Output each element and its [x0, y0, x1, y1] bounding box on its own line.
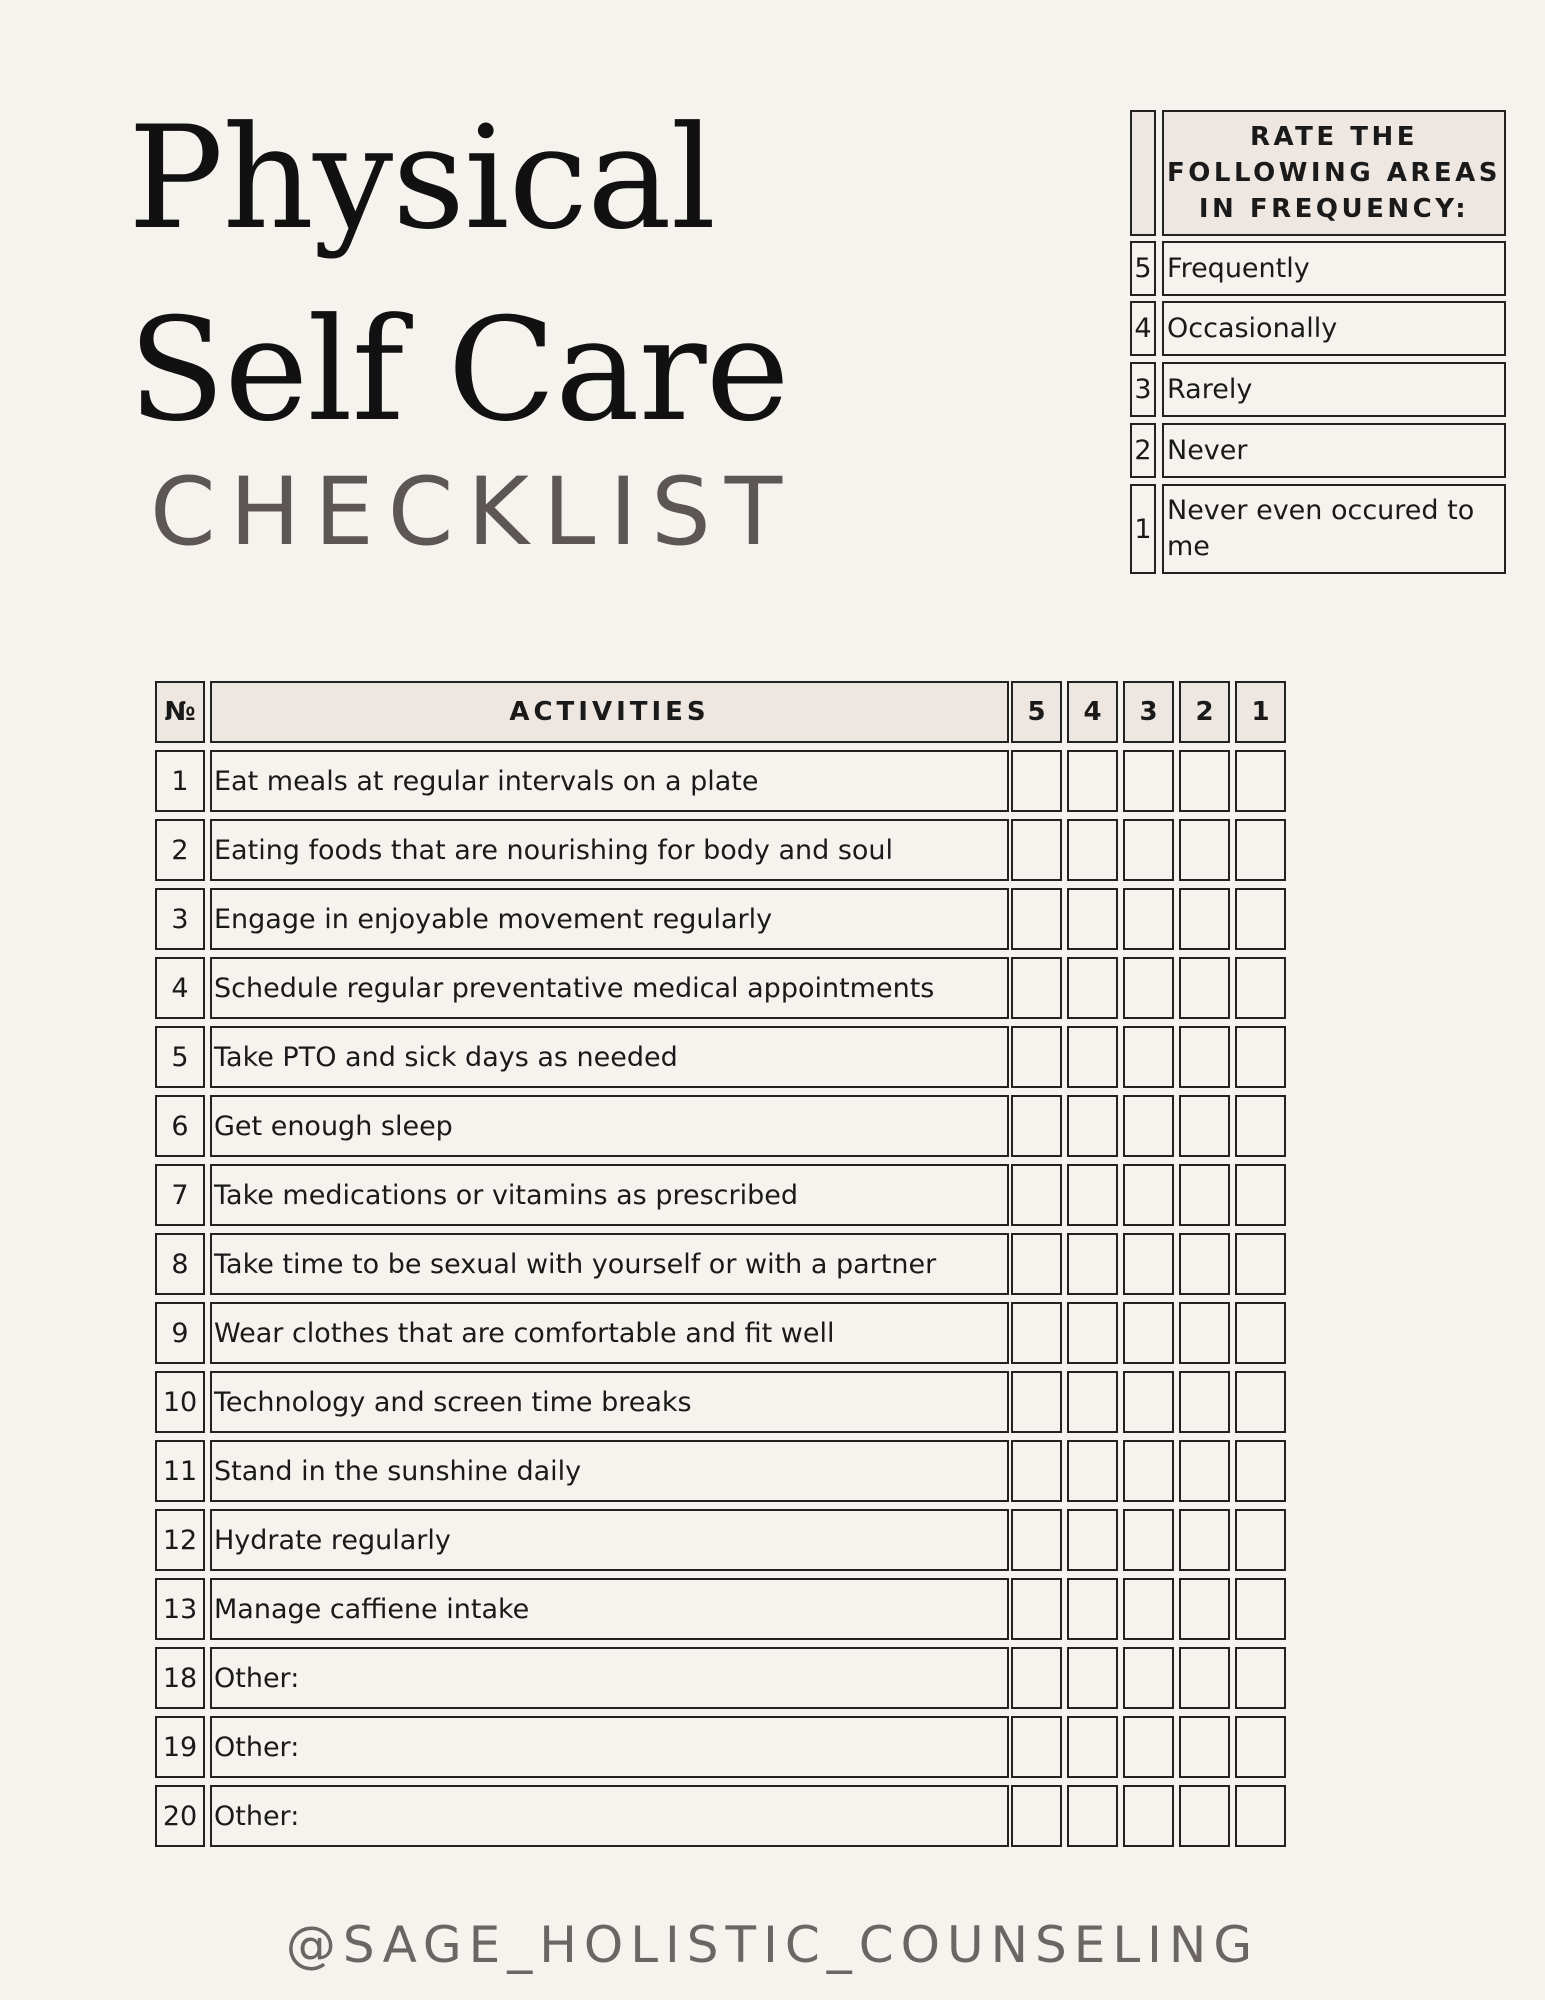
row-number: 18: [155, 1647, 205, 1709]
rating-checkbox[interactable]: [1067, 1647, 1118, 1709]
footer-handle: @SAGE_HOLISTIC_COUNSELING: [285, 1916, 1260, 1974]
rating-checkbox[interactable]: [1235, 1440, 1286, 1502]
row-activity: Other:: [210, 1785, 1009, 1847]
legend-item-num: 1: [1130, 484, 1156, 574]
rating-checkbox[interactable]: [1123, 1026, 1174, 1088]
rating-checkbox[interactable]: [1179, 750, 1230, 812]
rating-checkbox[interactable]: [1123, 1371, 1174, 1433]
row-number: 13: [155, 1578, 205, 1640]
row-number: 19: [155, 1716, 205, 1778]
rating-checkbox[interactable]: [1179, 1095, 1230, 1157]
rating-checkbox[interactable]: [1067, 1095, 1118, 1157]
row-number: 8: [155, 1233, 205, 1295]
row-activity: Wear clothes that are comfortable and fit well: [210, 1302, 1009, 1364]
rating-checkbox[interactable]: [1235, 1716, 1286, 1778]
rating-checkbox[interactable]: [1235, 1647, 1286, 1709]
rating-checkbox[interactable]: [1011, 1026, 1062, 1088]
row-activity: Eating foods that are nourishing for body and soul: [210, 819, 1009, 881]
legend-header-spacer: [1130, 110, 1156, 236]
row-number: 9: [155, 1302, 205, 1364]
legend-header: [1130, 110, 1506, 236]
rating-checkbox[interactable]: [1123, 1785, 1174, 1847]
row-number: 3: [155, 888, 205, 950]
rating-checkbox[interactable]: [1011, 1647, 1062, 1709]
legend-heading: RATE THE FOLLOWING AREAS IN FREQUENCY:: [1162, 110, 1506, 236]
row-activity: Engage in enjoyable movement regularly: [210, 888, 1009, 950]
rating-checkbox[interactable]: [1123, 1509, 1174, 1571]
rating-checkbox[interactable]: [1179, 1371, 1230, 1433]
rating-checkbox[interactable]: [1123, 1716, 1174, 1778]
row-number: 12: [155, 1509, 205, 1571]
rating-checkbox[interactable]: [1179, 957, 1230, 1019]
rating-checkbox[interactable]: [1123, 1578, 1174, 1640]
legend-item: [1130, 362, 1506, 417]
rating-checkbox[interactable]: [1179, 1785, 1230, 1847]
rating-checkbox[interactable]: [1067, 1371, 1118, 1433]
rating-checkbox[interactable]: [1235, 957, 1286, 1019]
rating-checkbox[interactable]: [1067, 1026, 1118, 1088]
row-activity: Technology and screen time breaks: [210, 1371, 1009, 1433]
rating-checkbox[interactable]: [1179, 819, 1230, 881]
rating-checkbox[interactable]: [1123, 957, 1174, 1019]
rating-checkbox[interactable]: [1011, 1578, 1062, 1640]
row-activity: Take medications or vitamins as prescribed: [210, 1164, 1009, 1226]
rating-checkbox[interactable]: [1123, 1440, 1174, 1502]
row-activity: Take time to be sexual with yourself or with a partner: [210, 1233, 1009, 1295]
rating-checkbox[interactable]: [1123, 1647, 1174, 1709]
rating-checkbox[interactable]: [1179, 1578, 1230, 1640]
row-activity: Other:: [210, 1647, 1009, 1709]
rating-checkbox[interactable]: [1067, 1164, 1118, 1226]
rating-checkbox[interactable]: [1011, 750, 1062, 812]
row-activity: Schedule regular preventative medical appointments: [210, 957, 1009, 1019]
rating-checkbox[interactable]: [1011, 1440, 1062, 1502]
legend-item: [1130, 423, 1506, 478]
rating-checkbox[interactable]: [1235, 819, 1286, 881]
title-line-2: Self Care: [128, 288, 789, 453]
rating-checkbox[interactable]: [1179, 1164, 1230, 1226]
header-number: №: [155, 681, 205, 743]
rating-checkbox[interactable]: [1123, 1095, 1174, 1157]
legend-item-num: 4: [1130, 301, 1156, 356]
rating-checkbox[interactable]: [1179, 1302, 1230, 1364]
rating-checkbox[interactable]: [1011, 1509, 1062, 1571]
rating-checkbox[interactable]: [1235, 750, 1286, 812]
rating-checkbox[interactable]: [1067, 1233, 1118, 1295]
row-number: 20: [155, 1785, 205, 1847]
subtitle: CHECKLIST: [150, 458, 797, 567]
legend-item-label: Occasionally: [1162, 301, 1506, 356]
rating-checkbox[interactable]: [1123, 1302, 1174, 1364]
header-activities: ACTIVITIES: [210, 681, 1009, 743]
rating-checkbox[interactable]: [1011, 1164, 1062, 1226]
rating-checkbox[interactable]: [1235, 1371, 1286, 1433]
rating-checkbox[interactable]: [1123, 819, 1174, 881]
legend-item-label: Never: [1162, 423, 1506, 478]
rating-checkbox[interactable]: [1179, 888, 1230, 950]
rating-checkbox[interactable]: [1067, 819, 1118, 881]
legend-item: [1130, 241, 1506, 296]
rating-checkbox[interactable]: [1067, 1440, 1118, 1502]
row-activity: Take PTO and sick days as needed: [210, 1026, 1009, 1088]
row-number: 10: [155, 1371, 205, 1433]
rating-checkbox[interactable]: [1235, 1164, 1286, 1226]
rating-checkbox[interactable]: [1067, 888, 1118, 950]
rating-checkbox[interactable]: [1067, 957, 1118, 1019]
row-number: 4: [155, 957, 205, 1019]
rating-checkbox[interactable]: [1011, 888, 1062, 950]
rating-checkbox[interactable]: [1179, 1647, 1230, 1709]
rating-checkbox[interactable]: [1179, 1509, 1230, 1571]
row-number: 5: [155, 1026, 205, 1088]
rating-checkbox[interactable]: [1179, 1026, 1230, 1088]
rating-checkbox[interactable]: [1011, 1233, 1062, 1295]
header-rating: 5: [1011, 681, 1062, 743]
row-activity: Hydrate regularly: [210, 1509, 1009, 1571]
rating-checkbox[interactable]: [1011, 957, 1062, 1019]
legend-item-num: 2: [1130, 423, 1156, 478]
rating-checkbox[interactable]: [1123, 1233, 1174, 1295]
row-number: 1: [155, 750, 205, 812]
rating-checkbox[interactable]: [1235, 1095, 1286, 1157]
header-rating: 4: [1067, 681, 1118, 743]
row-number: 11: [155, 1440, 205, 1502]
rating-checkbox[interactable]: [1011, 1302, 1062, 1364]
rating-checkbox[interactable]: [1067, 1578, 1118, 1640]
rating-checkbox[interactable]: [1011, 1716, 1062, 1778]
title-line-1: Physical: [128, 96, 716, 261]
rating-checkbox[interactable]: [1235, 1026, 1286, 1088]
legend-item-num: 3: [1130, 362, 1156, 417]
legend-item-num: 5: [1130, 241, 1156, 296]
rating-checkbox[interactable]: [1179, 1440, 1230, 1502]
rating-checkbox[interactable]: [1235, 1785, 1286, 1847]
header-rating: 1: [1235, 681, 1286, 743]
rating-checkbox[interactable]: [1067, 1716, 1118, 1778]
rating-checkbox[interactable]: [1235, 1233, 1286, 1295]
row-activity: Manage caffiene intake: [210, 1578, 1009, 1640]
rating-checkbox[interactable]: [1235, 1302, 1286, 1364]
legend-item-label: Rarely: [1162, 362, 1506, 417]
rating-checkbox[interactable]: [1067, 1302, 1118, 1364]
rating-checkbox[interactable]: [1123, 888, 1174, 950]
rating-checkbox[interactable]: [1235, 1509, 1286, 1571]
rating-checkbox[interactable]: [1123, 1164, 1174, 1226]
legend-item: [1130, 484, 1506, 574]
rating-checkbox[interactable]: [1179, 1233, 1230, 1295]
header-rating: 2: [1179, 681, 1230, 743]
row-activity: Eat meals at regular intervals on a plate: [210, 750, 1009, 812]
row-activity: Stand in the sunshine daily: [210, 1440, 1009, 1502]
legend-item-label: Never even occured to me: [1162, 484, 1506, 574]
rating-checkbox[interactable]: [1067, 1509, 1118, 1571]
legend-item-label: Frequently: [1162, 241, 1506, 296]
rating-checkbox[interactable]: [1011, 819, 1062, 881]
rating-checkbox[interactable]: [1011, 1095, 1062, 1157]
rating-checkbox[interactable]: [1067, 1785, 1118, 1847]
row-number: 6: [155, 1095, 205, 1157]
row-activity: Get enough sleep: [210, 1095, 1009, 1157]
row-number: 2: [155, 819, 205, 881]
legend-item: [1130, 301, 1506, 356]
rating-checkbox[interactable]: [1011, 1371, 1062, 1433]
rating-checkbox[interactable]: [1011, 1785, 1062, 1847]
rating-checkbox[interactable]: [1179, 1716, 1230, 1778]
row-number: 7: [155, 1164, 205, 1226]
rating-checkbox[interactable]: [1235, 888, 1286, 950]
header-rating: 3: [1123, 681, 1174, 743]
rating-checkbox[interactable]: [1067, 750, 1118, 812]
rating-checkbox[interactable]: [1123, 750, 1174, 812]
row-activity: Other:: [210, 1716, 1009, 1778]
rating-checkbox[interactable]: [1235, 1578, 1286, 1640]
